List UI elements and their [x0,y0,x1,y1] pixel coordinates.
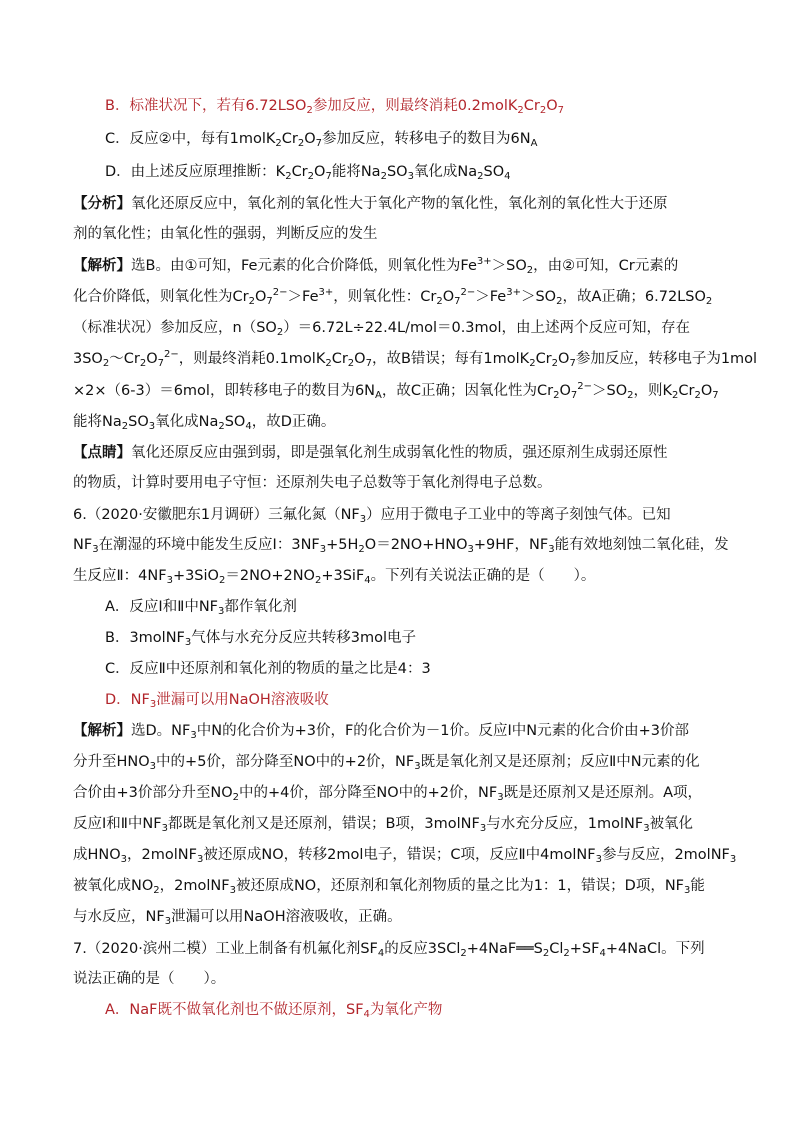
q6-stem-line-1: 6.（2020·安徽肥东1月调研）三氟化氮$(NF_3)$应用于微电子工业中的等离子刻蚀气体。已知 [73,507,671,525]
q6-option-d: D．$NF_3$泄漏可以用NaOH溶液吸收 [105,692,329,710]
q5-analysis-line-1: 【分析】氧化还原反应中，氧化剂的氧化性大于氧化产物的氧化性，氧化剂的氧化性大于还原 [73,196,668,212]
q5-explanation-line-5: ×2×（6-3）＝6mol，即转移电子的数目为$6N_A$，故C正确；因氧化性为$Cr_2O_7^{2-}>SO_2$，则$K_2Cr_2O_7$ [73,381,719,401]
q6-option-c: C．反应Ⅱ中还原剂和氧化剂的物质的量之比是4：3 [105,661,431,677]
q5-comment-line-2: 的物质，计算时要用电子守恒：还原剂失电子总数等于氧化剂得电子总数。 [73,475,552,491]
q5-explanation-line-4: $3SO_2\sim Cr_2O_7^{2-}$，则最终消耗$0.1molK_2Cr_2O_7$，故B错误；每有$1molK_2Cr_2O_7$参加反应，转移电子为1mol [73,349,758,369]
explanation-label: 【解析】 [73,723,131,739]
q6-stem-line-2: $NF_3$在潮湿的环境中能发生反应Ⅰ：$3NF_3+5H_2O=2NO+HNO_3+9HF$，$NF_3$能有效地刻蚀二氧化硅，发 [73,537,729,555]
q5-explanation-line-1: 【解析】选B。由①可知，Fe元素的化合价降低，则氧化性为$Fe^{3+}>SO_2$，由②可知，Cr元素的 [73,256,679,276]
q6-explanation-line-3: 合价由+3价部分升至$NO_2$中的+4价，部分降至NO中的+2价，$NF_3$既是还原剂又是还原剂。A项， [73,785,703,803]
q5-analysis-line-2: 剂的氧化性；由氧化性的强弱，判断反应的发生 [73,226,378,242]
comment-label: 【点睛】 [73,445,131,461]
q7-stem-line-1: 7.（2020·滨州二模）工业上制备有机氟化剂$SF_4$的反应$3SCl_2+4NaF══S_2Cl_2+SF_4+4NaCl$。下列 [73,941,705,959]
q7-option-a: A．NaF既不做氧化剂也不做还原剂，$SF_4$为氧化产物 [105,1002,443,1020]
q6-explanation-line-1: 【解析】选D。$NF_3$中N的化合价为+3价，F的化合价为－1价。反应Ⅰ中N元素的化合价由+3价部 [73,723,690,741]
explanation-label: 【解析】 [73,258,131,274]
q6-explanation-line-7: 与水反应，$NF_3$泄漏可以用NaOH溶液吸收，正确。 [73,909,402,927]
q6-explanation-line-4: 反应Ⅰ和Ⅱ中$NF_3$都既是氧化剂又是还原剂，错误；B项，3molNF$_3$与水充分反应，1molNF$_3$被氧化 [73,816,694,834]
q6-explanation-line-6: 被氧化成$NO_2$，2molNF$_3$被还原成NO，还原剂和氧化剂物质的量之比为1：1，错误；D项，$NF_3$能 [73,878,705,896]
q6-stem-line-3: 生反应Ⅱ：$4NF_3+3SiO_2=2NO+2NO_2+3SiF_4$。下列有关说法正确的是（ ）。 [73,568,596,586]
q5-explanation-line-6: 能将$Na_2SO_3$氧化成$Na_2SO_4$，故D正确。 [73,414,336,432]
q5-option-c: C．反应②中，每有$1molK_2Cr_2O_7$参加反应，转移电子的数目为$6N_A$ [105,131,538,149]
q5-option-b: B．标准状况下，若有$6.72LSO_2$参加反应，则最终消耗$0.2molK_2Cr_2O_7$ [105,98,565,116]
q5-explanation-line-2: 化合价降低，则氧化性为$Cr_2O_7^{2-}>Fe^{3+}$，则氧化性：$Cr_2O_7^{2-}>Fe^{3+}>SO_2$，故A正确；$6.72LSO_2$ [73,287,713,307]
q5-comment-line-1: 【点睛】氧化还原反应由强到弱，即是强氧化剂生成弱氧化性的物质，强还原剂生成弱还原性 [73,445,668,461]
q5-option-d: D．由上述反应原理推断：$K_2Cr_2O_7$能将$Na_2SO_3$氧化成$Na_2SO_4$ [105,164,511,182]
q7-stem-line-2: 说法正确的是（ ）。 [73,971,226,987]
q5-explanation-line-3: （标准状况）参加反应，$n(SO_2)=6.72L\div 22.4L/mol=0.3mol$，由上述两个反应可知，存在 [73,320,691,338]
analysis-label: 【分析】 [73,196,131,212]
q6-option-b: B．3molNF$_3$气体与水充分反应共转移3mol电子 [105,630,417,648]
q6-explanation-line-5: 成$HNO_3$，2molNF$_3$被还原成NO，转移2mol电子，错误；C项，反应Ⅱ中4molNF$_3$参与反应，2molNF$_3$ [73,847,737,865]
q6-option-a: A．反应Ⅰ和Ⅱ中$NF_3$都作氧化剂 [105,599,297,617]
q6-explanation-line-2: 分升至$HNO_3$中的+5价，部分降至NO中的+2价，$NF_3$既是氧化剂又是还原剂；反应Ⅱ中N元素的化 [73,754,700,772]
